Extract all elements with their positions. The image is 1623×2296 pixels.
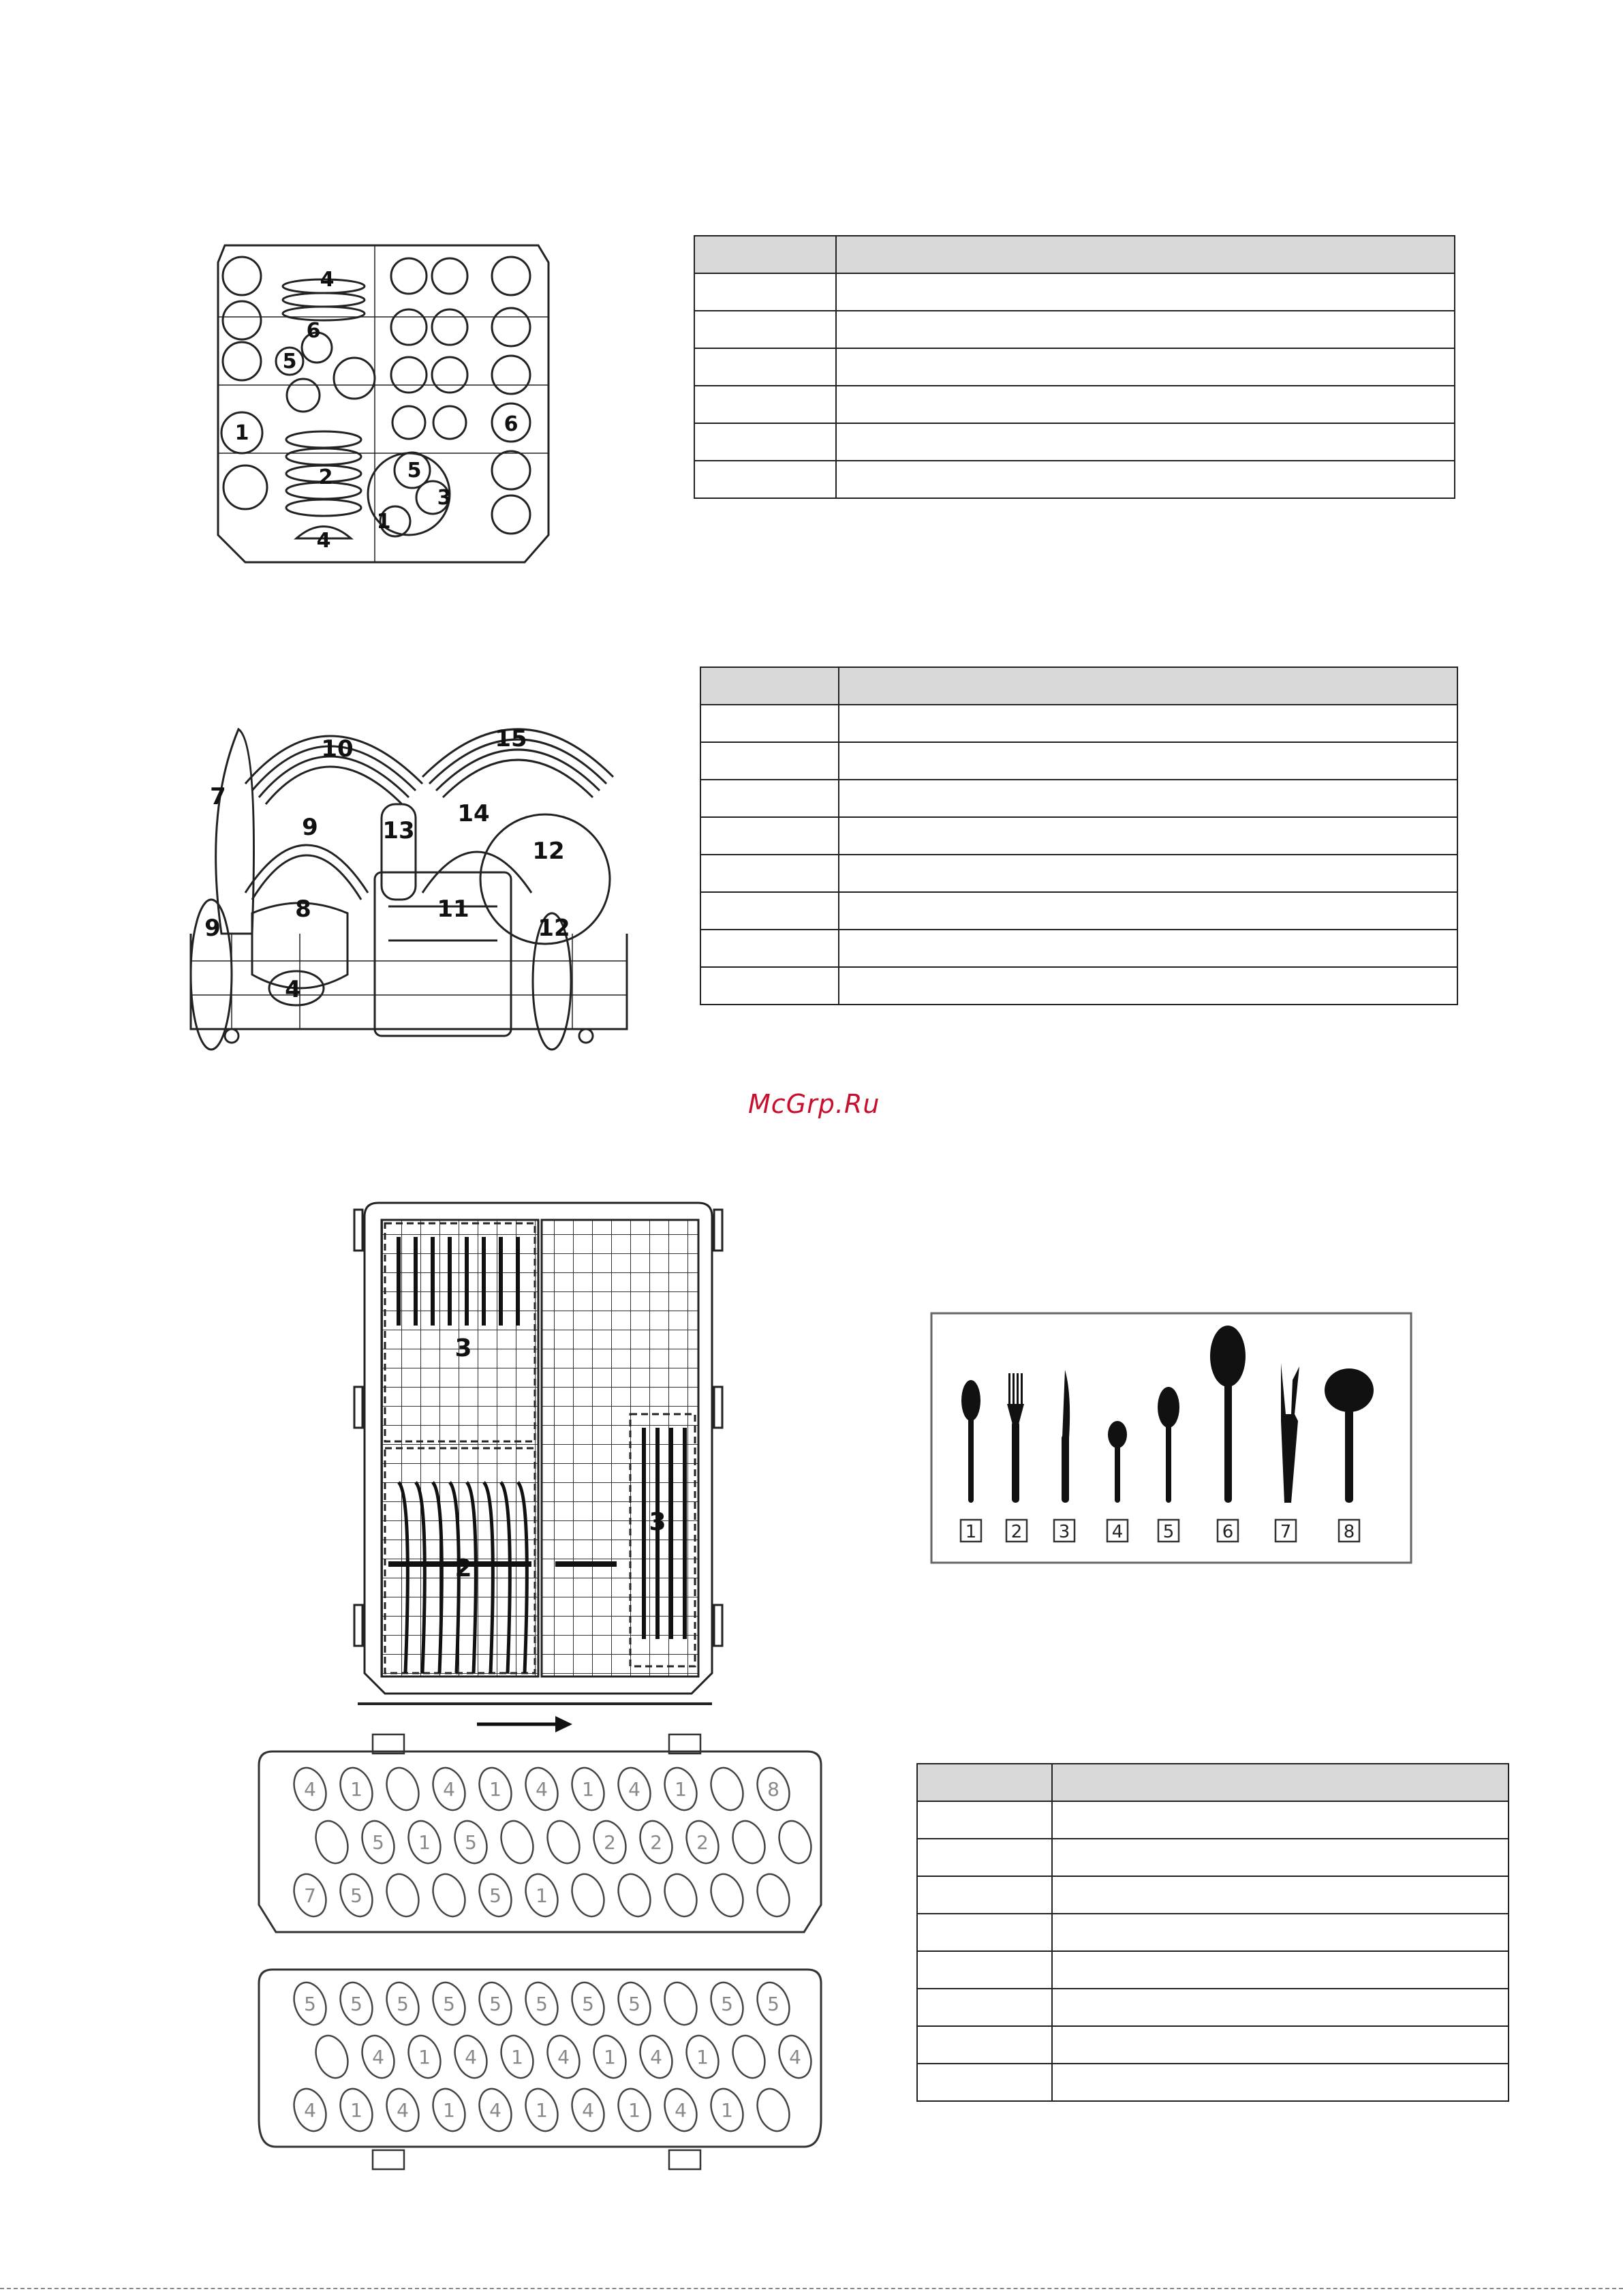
- upper-basket-figure: [204, 235, 559, 569]
- basket-slot-label: 4: [465, 2046, 477, 2068]
- basket-slot: [752, 2084, 794, 2135]
- basket-slot: [495, 1816, 538, 1867]
- table-row: [700, 930, 1457, 967]
- basket-slot: [705, 1869, 748, 1920]
- lower-label: 4: [285, 976, 301, 1003]
- table-row: [694, 386, 1455, 423]
- basket-slot: [613, 1869, 655, 1920]
- basket-slot: [381, 1869, 424, 1920]
- basket-slot-label: 5: [372, 1831, 384, 1854]
- table-row: [694, 311, 1455, 348]
- basket-slot-label: 2: [650, 1831, 662, 1854]
- cutlery-tray-figure: [344, 1196, 732, 1734]
- basket-slot-label: 1: [418, 2046, 431, 2068]
- table-row: [917, 1839, 1509, 1876]
- basket-slot: [381, 1763, 424, 1814]
- basket-slot: [727, 2031, 770, 2082]
- table-row: [694, 273, 1455, 311]
- basket-slot-label: 5: [443, 1993, 455, 2015]
- lower-basket-figure: [164, 688, 640, 1056]
- basket-slot-label: 1: [721, 2099, 733, 2122]
- basket-slot-label: 1: [582, 1778, 594, 1801]
- table-row: [700, 892, 1457, 930]
- table-row: [700, 817, 1457, 855]
- table-row: [917, 2064, 1509, 2101]
- basket-slot-label: 4: [536, 1778, 548, 1801]
- legend-number: 3: [1058, 1522, 1070, 1542]
- upper-label: 6: [504, 412, 519, 436]
- lower-label: 12: [532, 838, 565, 865]
- upper-basket-table: [694, 235, 1455, 499]
- lower-label: 15: [495, 725, 527, 752]
- table-row: [694, 423, 1455, 461]
- lower-label: 14: [457, 800, 490, 827]
- basket-slot-label: 5: [536, 1993, 548, 2015]
- basket-slot-label: 4: [304, 1778, 316, 1801]
- basket-slot: [727, 1816, 770, 1867]
- cutlery-basket-top: [252, 1731, 828, 1935]
- basket-slot-label: 1: [489, 1778, 501, 1801]
- upper-label: 1: [376, 510, 391, 534]
- basket-slot-label: 1: [604, 2046, 616, 2068]
- lower-label: 9: [302, 814, 318, 841]
- basket-slot-label: 5: [489, 1884, 501, 1907]
- basket-slot: [659, 1869, 702, 1920]
- basket-slot-label: 1: [350, 1778, 362, 1801]
- basket-slot: [427, 1869, 470, 1920]
- table-row: [694, 348, 1455, 386]
- lower-label: 7: [210, 783, 226, 810]
- basket-slot-label: 4: [628, 1778, 640, 1801]
- table-row: [700, 780, 1457, 817]
- basket-slot-label: 1: [628, 2099, 640, 2122]
- basket-slot: [310, 1816, 353, 1867]
- lower-label: 12: [538, 915, 570, 942]
- basket-slot-label: 5: [721, 1993, 733, 2015]
- lower-label: 8: [295, 896, 311, 923]
- upper-label: 5: [282, 350, 297, 373]
- upper-label: 5: [407, 459, 422, 483]
- basket-slot: [659, 1978, 702, 2029]
- table-row: [700, 742, 1457, 780]
- lower-label: 10: [321, 735, 354, 763]
- cutlery-basket-bottom: [252, 1966, 828, 2174]
- table-header-row: [700, 667, 1457, 705]
- basket-slot-label: 4: [675, 2099, 687, 2122]
- upper-label: 6: [306, 319, 321, 343]
- basket-slot-label: 1: [443, 2099, 455, 2122]
- basket-slot-label: 8: [767, 1778, 779, 1801]
- basket-slot-label: 5: [489, 1993, 501, 2015]
- tray-label: 3: [649, 1508, 666, 1536]
- basket-slot-label: 4: [557, 2046, 570, 2068]
- upper-label: 4: [320, 268, 335, 292]
- legend-number: 6: [1222, 1522, 1234, 1542]
- basket-slot-label: 1: [696, 2046, 709, 2068]
- basket-slot-label: 1: [418, 1831, 431, 1854]
- basket-slot-label: 2: [604, 1831, 616, 1854]
- basket-slot-label: 4: [789, 2046, 801, 2068]
- basket-slot-label: 4: [582, 2099, 594, 2122]
- table-row: [917, 1914, 1509, 1951]
- table-header-row: [917, 1764, 1509, 1801]
- table-row: [917, 2026, 1509, 2064]
- basket-slot-label: 5: [767, 1993, 779, 2015]
- basket-slot-label: 5: [350, 1884, 362, 1907]
- legend-number: 5: [1162, 1522, 1175, 1542]
- watermark-text: McGrp.Ru: [748, 1089, 880, 1119]
- basket-slot-label: 5: [397, 1993, 409, 2015]
- table-row: [917, 1989, 1509, 2026]
- basket-slot-label: 5: [304, 1993, 316, 2015]
- cutlery-table: [916, 1763, 1509, 2102]
- upper-label: 2: [318, 465, 333, 489]
- table-row: [700, 855, 1457, 892]
- basket-slot-label: 7: [304, 1884, 316, 1907]
- basket-slot: [752, 1869, 794, 1920]
- basket-slot: [566, 1869, 609, 1920]
- table-row: [917, 1951, 1509, 1989]
- basket-slot-label: 1: [675, 1778, 687, 1801]
- basket-slot-label: 1: [350, 2099, 362, 2122]
- basket-slot: [705, 1763, 748, 1814]
- basket-slot-label: 4: [397, 2099, 409, 2122]
- basket-slot-label: 4: [372, 2046, 384, 2068]
- basket-slot-label: 1: [536, 1884, 548, 1907]
- lower-label: 13: [382, 817, 415, 844]
- upper-label: 1: [234, 421, 249, 445]
- lower-label: 11: [437, 896, 469, 923]
- tray-label: 2: [454, 1555, 472, 1582]
- basket-slot-label: 5: [582, 1993, 594, 2015]
- basket-slot-label: 1: [536, 2099, 548, 2122]
- basket-slot: [773, 1816, 816, 1867]
- basket-slot-label: 1: [511, 2046, 523, 2068]
- basket-slot-label: 5: [628, 1993, 640, 2015]
- tray-label: 3: [454, 1334, 472, 1362]
- lower-label: 9: [204, 915, 221, 942]
- basket-slot-label: 4: [443, 1778, 455, 1801]
- table-row: [917, 1876, 1509, 1914]
- legend-number: 8: [1343, 1522, 1355, 1542]
- basket-slot-label: 4: [304, 2099, 316, 2122]
- cutlery-legend: [930, 1312, 1414, 1565]
- legend-number: 1: [965, 1522, 977, 1542]
- legend-number: 7: [1280, 1522, 1292, 1542]
- table-row: [917, 1801, 1509, 1839]
- basket-slot-label: 2: [696, 1831, 709, 1854]
- table-row: [700, 705, 1457, 742]
- lower-basket-table: [700, 667, 1458, 1005]
- legend-number: 4: [1111, 1522, 1124, 1542]
- table-header-row: [694, 236, 1455, 273]
- basket-slot: [310, 2031, 353, 2082]
- page-bottom-rule: [0, 2288, 1623, 2289]
- table-row: [694, 461, 1455, 498]
- upper-label: 4: [316, 529, 331, 553]
- upper-label: 3: [437, 486, 452, 510]
- basket-slot-label: 5: [465, 1831, 477, 1854]
- legend-number: 2: [1010, 1522, 1023, 1542]
- table-row: [700, 967, 1457, 1005]
- basket-slot-label: 4: [489, 2099, 501, 2122]
- basket-slot: [542, 1816, 585, 1867]
- basket-slot-label: 5: [350, 1993, 362, 2015]
- basket-slot-label: 4: [650, 2046, 662, 2068]
